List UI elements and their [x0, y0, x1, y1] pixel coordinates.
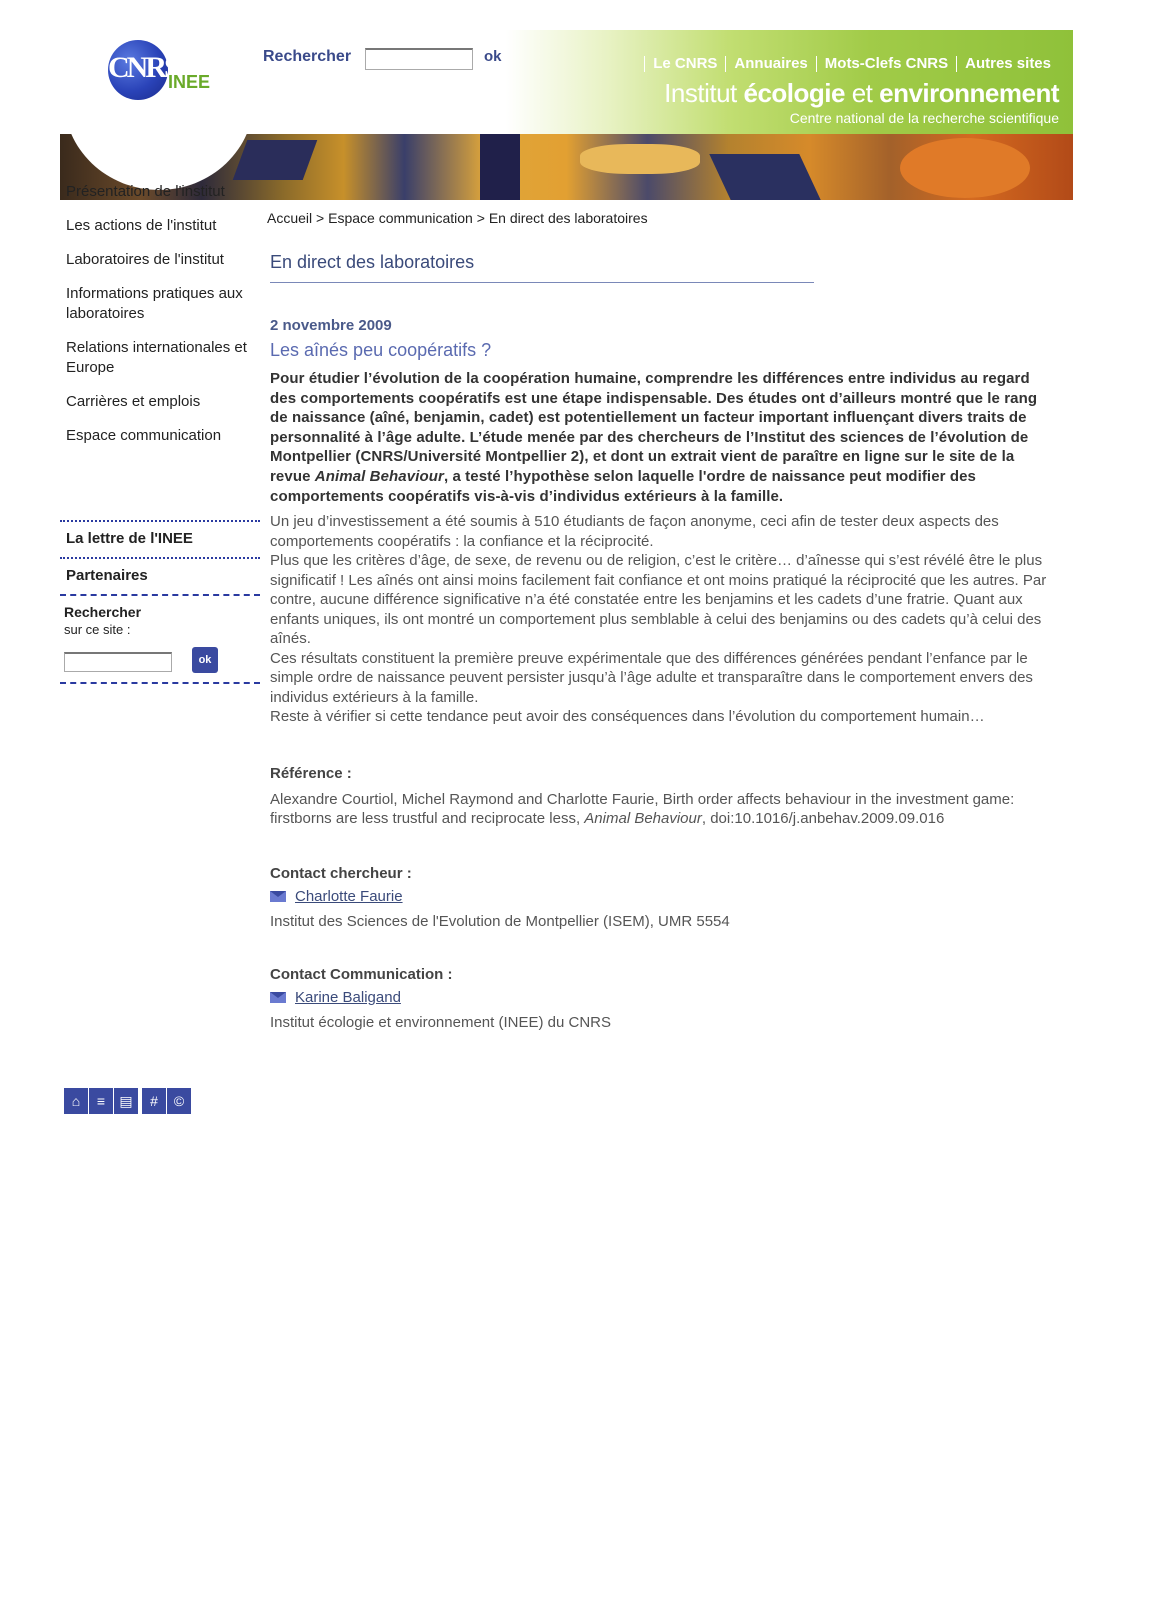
newsletter-link[interactable]: La lettre de l'INEE: [66, 530, 193, 547]
sitemap-icon[interactable]: #: [142, 1088, 166, 1114]
sidebar-item-espace-communication[interactable]: Espace communication: [66, 427, 222, 444]
article-lead: [270, 369, 1050, 506]
mail-icon: [270, 891, 286, 902]
institute-title-part: et: [844, 78, 880, 108]
article-title: Les aînés peu coopératifs ?: [270, 340, 492, 360]
inee-logo-text: INEE: [168, 72, 211, 92]
mail-icon: [270, 992, 286, 1003]
contact-researcher-institution: Institut des Sciences de l'Evolution de Montpellier (ISEM), UMR 5554: [270, 912, 730, 930]
breadcrumb-section[interactable]: Espace communication: [328, 210, 473, 226]
topnav-mots-clefs[interactable]: Mots-Clefs CNRS: [816, 56, 956, 72]
article-paragraph: Un jeu d’investissement a été soumis à 510 étudiants de façon anonyme, ceci afin de tester deux aspects des comportements coopératifs : la confiance et la réciprocité.: [270, 513, 999, 550]
header-search-label: Rechercher: [263, 48, 352, 65]
article-paragraph: Reste à vérifier si cette tendance peut avoir des conséquences dans l’évolution du comportement humain…: [270, 708, 985, 726]
sidebar-search-input[interactable]: [64, 652, 172, 672]
article-body: [270, 512, 1050, 727]
sidebar-item-relations-internationales[interactable]: Relations internationales et Europe: [66, 339, 247, 376]
contact-researcher-heading: Contact chercheur :: [270, 864, 412, 882]
institute-title-part: écologie: [743, 78, 845, 108]
breadcrumb-separator: >: [472, 210, 489, 226]
cnrs-logo[interactable]: CNRS: [108, 40, 168, 100]
reference-text: [270, 790, 1050, 829]
page-title: En direct des laboratoires: [270, 252, 814, 283]
reference-heading: Référence :: [270, 764, 352, 782]
sidebar-search-label: Rechercher: [64, 604, 142, 620]
reference-doi: , doi:10.1016/j.anbehav.2009.09.016: [701, 810, 945, 828]
utility-icons: [64, 1088, 192, 1114]
institute-title-part: Institut: [664, 78, 744, 108]
home-icon[interactable]: ⌂: [64, 1088, 88, 1114]
header-search-ok-button[interactable]: ok: [484, 48, 502, 65]
sidebar-item-informations-pratiques[interactable]: Informations pratiques aux laboratoires: [66, 285, 243, 322]
sidebar-search-sublabel: sur ce site :: [64, 622, 131, 637]
institute-title: [664, 78, 1059, 109]
breadcrumb-home[interactable]: Accueil: [267, 210, 313, 226]
header-search-input[interactable]: [365, 48, 473, 70]
breadcrumb: [267, 210, 1050, 226]
topnav-autres-sites[interactable]: Autres sites: [956, 56, 1059, 72]
topnav-le-cnrs[interactable]: Le CNRS: [644, 56, 725, 72]
partners-link[interactable]: Partenaires: [66, 567, 148, 584]
top-navigation: [644, 56, 1059, 72]
sidebar-search: [60, 596, 260, 682]
contact-communication-link[interactable]: Karine Baligand: [295, 988, 401, 1006]
sidebar-item-carrieres[interactable]: Carrières et emplois: [66, 393, 201, 410]
sidebar-search-ok-button[interactable]: ok: [192, 647, 218, 673]
divider: [60, 682, 260, 684]
sidebar-item-presentation[interactable]: Présentation de l'institut: [66, 183, 225, 200]
logo-backdrop: [64, 8, 254, 190]
sidebar-nav: [60, 176, 260, 454]
sidebar-item-actions[interactable]: Les actions de l'institut: [66, 217, 217, 234]
copyright-icon[interactable]: ©: [167, 1088, 191, 1114]
reference-journal: Animal Behaviour: [584, 810, 702, 828]
breadcrumb-current: En direct des laboratoires: [488, 210, 648, 226]
institute-subtitle: Centre national de la recherche scientifique: [789, 110, 1059, 126]
contact-researcher: [270, 888, 1050, 905]
list-icon[interactable]: ≡: [89, 1088, 113, 1114]
institute-title-part: environnement: [879, 78, 1059, 108]
lead-text: , a testé l’hypothèse selon laquelle l'ordre de naissance peut modifier des comportements coopératifs vis-à-vis d’individus extérieurs à la famille.: [270, 467, 976, 505]
print-icon[interactable]: ▤: [114, 1088, 138, 1114]
breadcrumb-separator: >: [312, 210, 329, 226]
sidebar-item-laboratoires[interactable]: Laboratoires de l'institut: [66, 251, 224, 268]
main-content: [267, 210, 1050, 1031]
sidebar-links: [60, 520, 260, 684]
article-paragraph: Ces résultats constituent la première preuve expérimentale que des différences générées pendant l’enfance par le simple ordre de naissance peuvent persister jusqu’à l’âge adulte et transparaître dans le comportement envers des individus extérieurs à la famille.: [270, 649, 1033, 706]
contact-researcher-link[interactable]: Charlotte Faurie: [295, 887, 403, 905]
lead-journal: Animal Behaviour: [314, 467, 444, 485]
topnav-annuaires[interactable]: Annuaires: [725, 56, 815, 72]
contact-communication: [270, 989, 1050, 1006]
contact-communication-institution: Institut écologie et environnement (INEE) du CNRS: [270, 1013, 611, 1031]
lead-text: Pour étudier l’évolution de la coopération humaine, comprendre les différences entre individus au regard des comportements coopératifs est une étape indispensable. Des études ont d’ailleurs montré que le rang de naissance (aîné, benjamin, cadet) est potentiellement un facteur important influençant divers traits de personnalité à l’âge adulte. L’étude menée par des chercheurs de l’Institut des sciences de l’évolution de Montpellier (CNRS/Université Montpellier 2), et dont un extrait vient de paraître en ligne sur le site de la revue: [270, 370, 1038, 485]
article-paragraph: Plus que les critères d’âge, de sexe, de revenu ou de religion, c’est le critère… d’aînesse qui s’est révélé être le plus significatif ! Les aînés ont ainsi moins facilement fait confiance et ont moins pratiqué la réciprocité que les autres. Par contre, aucune différence significative n’a été constatée entre les benjamins et les cadets d’une fratrie. Quant aux enfants uniques, ils ont montré un comportement plus semblable à celui des benjamins ou des cadets qu’à celui des aînés.: [270, 552, 1047, 648]
article-date: 2 novembre 2009: [270, 317, 392, 334]
contact-communication-heading: Contact Communication :: [270, 965, 453, 983]
reference-authors: Alexandre Courtiol, Michel Raymond and Charlotte Faurie, Birth order affects behaviour in the investment game: firstborns are less trustful and reciprocate less,: [270, 790, 1015, 828]
sidebar: [60, 176, 260, 684]
site-header: [60, 30, 1073, 200]
